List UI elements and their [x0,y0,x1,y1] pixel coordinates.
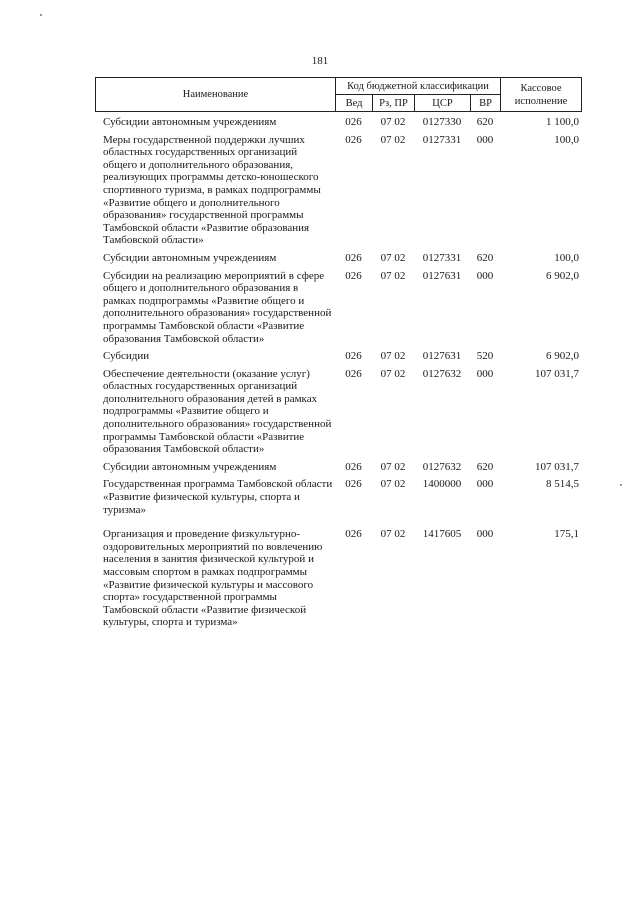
row-ved: 026 [345,269,362,282]
table-row [95,350,581,368]
row-vr: 000 [476,367,494,380]
row-ved: 026 [345,350,362,363]
row-ved: 026 [345,116,362,128]
row-amount: 6 902,0 [546,350,579,363]
row-csr: 0127631 [422,350,462,363]
table-row [95,134,581,252]
row-name: Субсидии на реализацию мероприятий в сфере общего и дополнительного образования в рамках подпрограммы «Развитие общего и дополнительного образования» государственной программы Тамбовской области «Развитие образования Тамбовской области» [103,269,332,345]
table-row [95,252,581,270]
header-vr: ВР [471,95,501,112]
header-code-group: Код бюджетной классификации [336,78,501,95]
row-amount: 107 031,7 [535,367,579,380]
row-vr: 620 [476,116,494,128]
row-vr: 000 [476,478,494,491]
row-rz-pr: 07 02 [380,478,406,491]
scan-speck [620,484,622,486]
row-name: Государственная программа Тамбовской области «Развитие физической культуры, спорта и туризма» [103,478,333,516]
row-rz-pr: 07 02 [380,460,406,473]
header-ved: Вед [336,95,373,112]
row-csr: 0127631 [422,269,462,282]
row-vr: 620 [476,460,494,473]
table-row [95,368,581,461]
row-name: Субсидии [103,350,150,363]
row-csr: 0127330 [422,116,462,128]
row-amount: 100,0 [554,251,579,264]
table-row [95,116,581,134]
row-rz-pr: 07 02 [380,133,406,146]
row-amount: 175,1 [554,528,579,541]
row-rz-pr: 07 02 [380,251,406,264]
row-csr: 0127632 [422,460,462,473]
row-rz-pr: 07 02 [380,269,406,282]
row-amount: 6 902,0 [546,269,579,282]
budget-table [95,116,581,634]
row-amount: 1 100,0 [546,116,579,128]
row-vr: 620 [476,251,494,264]
row-name: Субсидии автономным учреждениям [103,251,277,264]
header-csr: ЦСР [415,95,471,112]
table-row [95,521,581,634]
row-ved: 026 [345,528,362,541]
row-vr: 000 [476,269,494,282]
row-ved: 026 [345,478,362,491]
row-ved: 026 [345,133,362,146]
table-row [95,478,581,521]
row-rz-pr: 07 02 [380,116,406,128]
table-row [95,461,581,479]
row-csr: 0127331 [422,251,462,264]
row-name: Организация и проведение физкультурно-оздоровительных мероприятий по вовлечению населения в занятия физической культурой и массовым спортом в рамках подпрограммы «Развитие физической культуры и массового спорта» государственной программы Тамбовской области «Развитие физической культуры, спорта и туризма» [103,528,323,629]
table-header [95,77,582,112]
row-name: Меры государственной поддержки лучших областных государственных организаций общего и дополнительного образования, реализующих программы детско-юношеского спортивного туризма, в рамках подпрограммы «Развитие общего и дополнительного образования» государственной программы Тамбовской области «Развитие образования Тамбовской области» [103,133,321,247]
row-amount: 8 514,5 [546,478,579,491]
row-vr: 000 [476,528,494,541]
row-rz-pr: 07 02 [380,350,406,363]
row-vr: 520 [476,350,494,363]
row-name: Обеспечение деятельности (оказание услуг) областных государственных организаций дополнительного образования детей в рамках подпрограммы «Развитие общего и дополнительного образования» государственной программы Тамбовской области «Развитие образования Тамбовской области» [103,367,332,456]
row-rz-pr: 07 02 [380,367,406,380]
row-rz-pr: 07 02 [380,528,406,541]
scan-speck [40,14,42,16]
table-row [95,270,581,351]
row-amount: 100,0 [554,133,579,146]
row-csr: 1417605 [422,528,462,541]
header-amount: Кассовое исполнение [501,78,582,112]
header-name: Наименование [96,78,336,112]
header-rz-pr: Рз, ПР [373,95,415,112]
page-number: 181 [311,55,329,67]
row-ved: 026 [345,460,362,473]
row-csr: 1400000 [422,478,462,491]
row-name: Субсидии автономным учреждениям [103,460,277,473]
row-ved: 026 [345,367,362,380]
row-csr: 0127632 [422,367,462,380]
row-name: Субсидии автономным учреждениям [103,116,277,128]
row-ved: 026 [345,251,362,264]
row-amount: 107 031,7 [535,460,579,473]
row-vr: 000 [476,133,494,146]
row-csr: 0127331 [422,133,462,146]
